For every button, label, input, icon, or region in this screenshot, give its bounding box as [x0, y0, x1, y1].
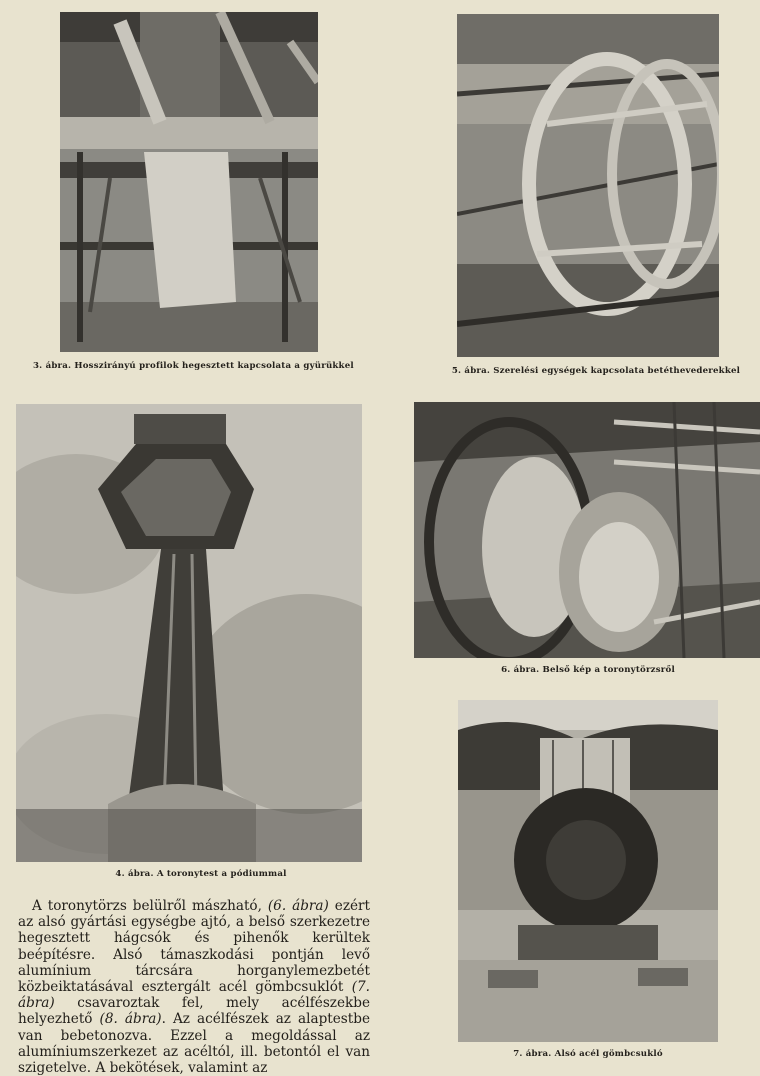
- figure-4-photo: [16, 404, 362, 862]
- article-paragraph: [18, 898, 370, 1076]
- figure-reference: (6. ábra): [267, 898, 329, 914]
- figure-4-caption: 4. ábra. A toronytest a pódiummal: [115, 869, 287, 879]
- figure-3-photo: [60, 12, 318, 352]
- figure-5-caption: 5. ábra. Szerelési egységek kapcsolata betéthevederekkel: [451, 366, 741, 376]
- figure-7-caption: 7. ábra. Alsó acél gömbcsukló: [513, 1049, 663, 1059]
- figure-reference: (8. ábra): [99, 1011, 162, 1028]
- paragraph-text: ezért az alsó gyártási egységbe ajtó, a belső szerkezetre hegesztett hágcsók és pihenők kerültek beépítésre. Alsó támaszkodási pontján levő alumínium tárcsára horganylemezbetét közbeiktatásával esztergált acél gömbcsuklót: [18, 898, 370, 996]
- figure-6-caption: 6. ábra. Belső kép a toronytörzsről: [501, 665, 675, 675]
- paragraph-text: A toronytörzs belülről mászható,: [32, 898, 268, 914]
- paragraph-text: . Az acélfészek az alaptestbe van bebetonozva. Ezzel a megoldással az alumíniumszerkezet az acéltól, ill. betontól el van szigetelve. A bekötések, valamint az: [18, 1011, 370, 1076]
- figure-reference: (7. ábra): [18, 979, 370, 1012]
- figure-6-photo: [414, 402, 760, 658]
- figure-3-caption: 3. ábra. Hosszirányú profilok hegesztett kapcsolata a gyürükkel: [33, 361, 354, 371]
- figure-7-photo: [458, 700, 718, 1042]
- figure-5-photo: [457, 14, 719, 357]
- paragraph-text: csavaroztak fel, mely acélfészekbe helyezhető: [18, 995, 370, 1028]
- article-body: [18, 898, 370, 1076]
